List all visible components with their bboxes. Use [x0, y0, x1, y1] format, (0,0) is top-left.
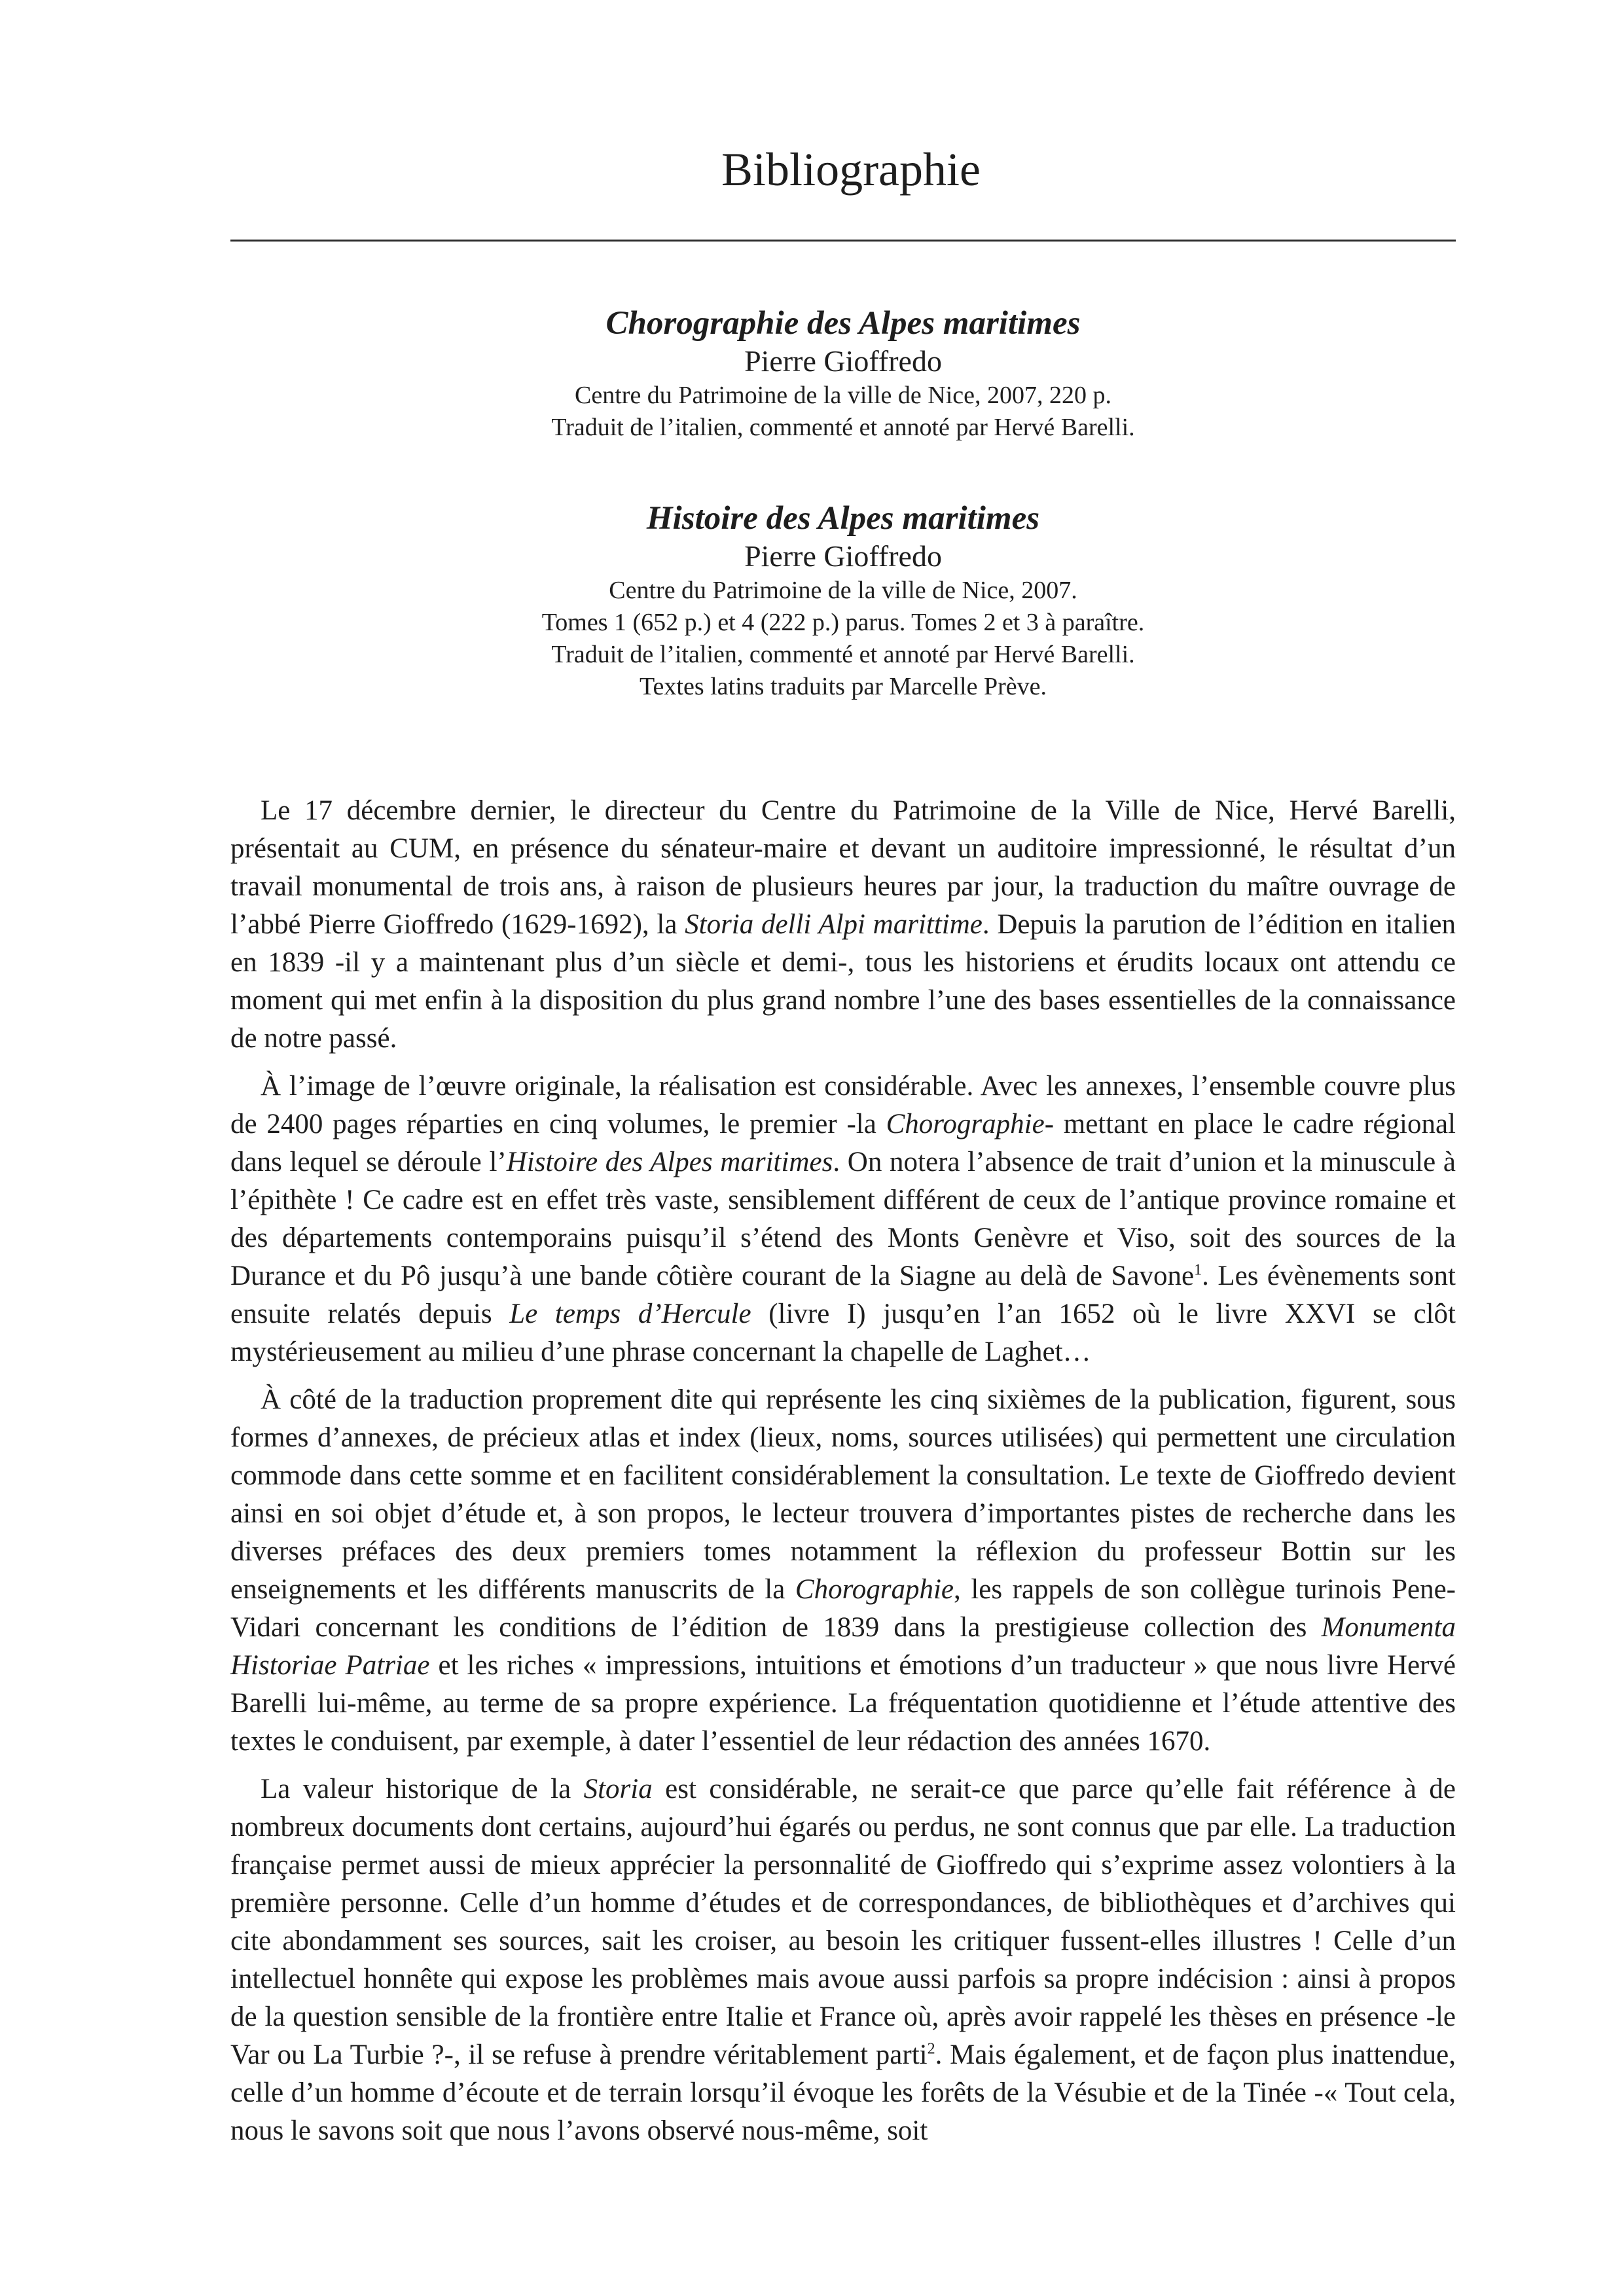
text-run: - mettant en place le cadre régional dans lequel se déroule l’ — [230, 1109, 1456, 1177]
book-author: Pierre Gioffredo — [744, 539, 942, 573]
body-paragraph — [230, 1067, 1456, 1371]
book-latin-translator-line: Textes latins traduits par Marcelle Prève. — [639, 673, 1047, 700]
italic-text: Histoire des Alpes maritimes — [506, 1147, 833, 1177]
text-run: . Depuis la parution de l’édition en italien en 1839 -il y a maintenant plus d’un siècle et demi-, tous les historiens et érudits locaux ont attendu ce moment qui met enfin à la disposition du plus grand nombre l’une des bases essentielles de la connaissance de notre passé. — [230, 909, 1456, 1054]
italic-text: Chorographie — [886, 1109, 1045, 1139]
text-run: . Mais également, et de façon plus inattendue, celle d’un homme d’écoute et de terrain lorsqu’il évoque les forêts de la Vésubie et de la Tinée -« Tout cela, nous le savons soit que nous l’avons observé nous-même, soit — [230, 2039, 1456, 2146]
book-translator-line: Traduit de l’italien, commenté et annoté par Hervé Barelli. — [551, 641, 1135, 668]
book-title: Histoire des Alpes maritimes — [646, 500, 1040, 537]
book-publisher-line: Centre du Patrimoine de la ville de Nice, 2007, 220 p. — [575, 382, 1111, 409]
book-translator-line: Traduit de l’italien, commenté et annoté par Hervé Barelli. — [551, 414, 1135, 441]
italic-text: Chorographie — [795, 1574, 954, 1605]
book-entry-histoire — [230, 499, 1456, 703]
review-body — [230, 792, 1456, 2160]
text-run: et les riches « impressions, intuitions et émotions d’un traducteur » que nous livre Hervé Barelli lui-même, au terme de sa propre expérience. La fréquentation quotidienne et l’étude attentive des textes le conduisent, par exemple, à dater l’essentiel de leur rédaction des années 1670. — [230, 1650, 1456, 1757]
footnote-marker: 1 — [1194, 1261, 1202, 1279]
book-author: Pierre Gioffredo — [744, 344, 942, 378]
footnote-marker: 2 — [927, 2040, 935, 2058]
book-volumes-line: Tomes 1 (652 p.) et 4 (222 p.) parus. Tomes 2 et 3 à paraître. — [541, 609, 1145, 636]
text-run: est considérable, ne serait-ce que parce qu’elle fait référence à de nombreux documents dont certains, aujourd’hui égarés ou perdus, ne sont connus que par elle. La traduction française permet aussi de mieux apprécier la personnalité de Gioffredo qui s’exprime assez volontiers à la première personne. Celle d’un homme d’études et de correspondances, de bibliothèques et d’archives qui cite abondamment ses sources, sait les croiser, au besoin les critiquer fussent-elles illustres ! Celle d’un intellectuel honnête qui expose les problèmes mais avoue aussi parfois sa propre indécision : ainsi à propos de la question sensible de la frontière entre Italie et France où, après avoir rappelé les thèses en présence -le Var ou La Turbie ?-, il se refuse à prendre véritablement parti — [230, 1774, 1456, 2070]
text-run: Le 17 décembre dernier, le directeur du Centre du Patrimoine de la Ville de Nice, Hervé Barelli, présentait au CUM, en présence du sénateur-maire et devant un auditoire impressionné, le résultat d’un travail monumental de trois ans, à raison de plusieurs heures par jour, la traduction du maître ouvrage de l’abbé Pierre Gioffredo (1629-1692), la — [230, 795, 1456, 940]
book-entry-chorographie — [230, 304, 1456, 444]
italic-text: Le temps d’Hercule — [509, 1299, 751, 1329]
text-run: , les rappels de son collègue turinois Pene-Vidari concernant les conditions de l’édition de 1839 dans la prestigieuse collection des — [230, 1574, 1456, 1643]
section-title: Bibliographie — [721, 143, 981, 196]
italic-text: Storia — [583, 1774, 653, 1804]
text-run: La valeur historique de la — [261, 1774, 584, 1804]
book-publisher-line: Centre du Patrimoine de la ville de Nice, 2007. — [609, 577, 1077, 604]
text-run: . On notera l’absence de trait d’union et la minuscule à l’épithète ! Ce cadre est en effet très vaste, sensiblement différent de ceux de l’antique province romaine et des départements contemporains puisqu’il s’étend des Monts Genèvre et Viso, soit des sources de la Durance et du Pô jusqu’à une bande côtière courant de la Siagne au delà de Savone — [230, 1147, 1456, 1291]
book-title: Chorographie des Alpes maritimes — [605, 305, 1081, 342]
text-run: À l’image de l’œuvre originale, la réalisation est considérable. Avec les annexes, l’ensemble couvre plus de 2400 pages réparties en cinq volumes, le premier -la — [230, 1071, 1456, 1139]
body-paragraph — [230, 1381, 1456, 1761]
text-run: (livre I) jusqu’en l’an 1652 où le livre XXVI se clôt mystérieusement au milieu d’une phrase concernant la chapelle de Laghet… — [230, 1299, 1456, 1367]
text-run: . Les évènements sont ensuite relatés depuis — [230, 1261, 1456, 1329]
italic-text: Monumenta Historiae Patriae — [230, 1612, 1456, 1681]
body-paragraph — [230, 1770, 1456, 2150]
title-divider — [230, 240, 1456, 242]
text-run: À côté de la traduction proprement dite qui représente les cinq sixièmes de la publication, figurent, sous formes d’annexes, de précieux atlas et index (lieux, noms, sources utilisées) qui permettent une circulation commode dans cette somme et en facilitent considérablement la consultation. Le texte de Gioffredo devient ainsi en soi objet d’étude et, à son propos, le lecteur trouvera d’importantes pistes de recherche dans les diverses préfaces des deux premiers tomes notamment la réflexion du professeur Bottin sur les enseignements et les différents manuscrits de la — [230, 1384, 1456, 1605]
body-paragraph — [230, 792, 1456, 1058]
italic-text: Storia delli Alpi marittime — [685, 909, 983, 940]
